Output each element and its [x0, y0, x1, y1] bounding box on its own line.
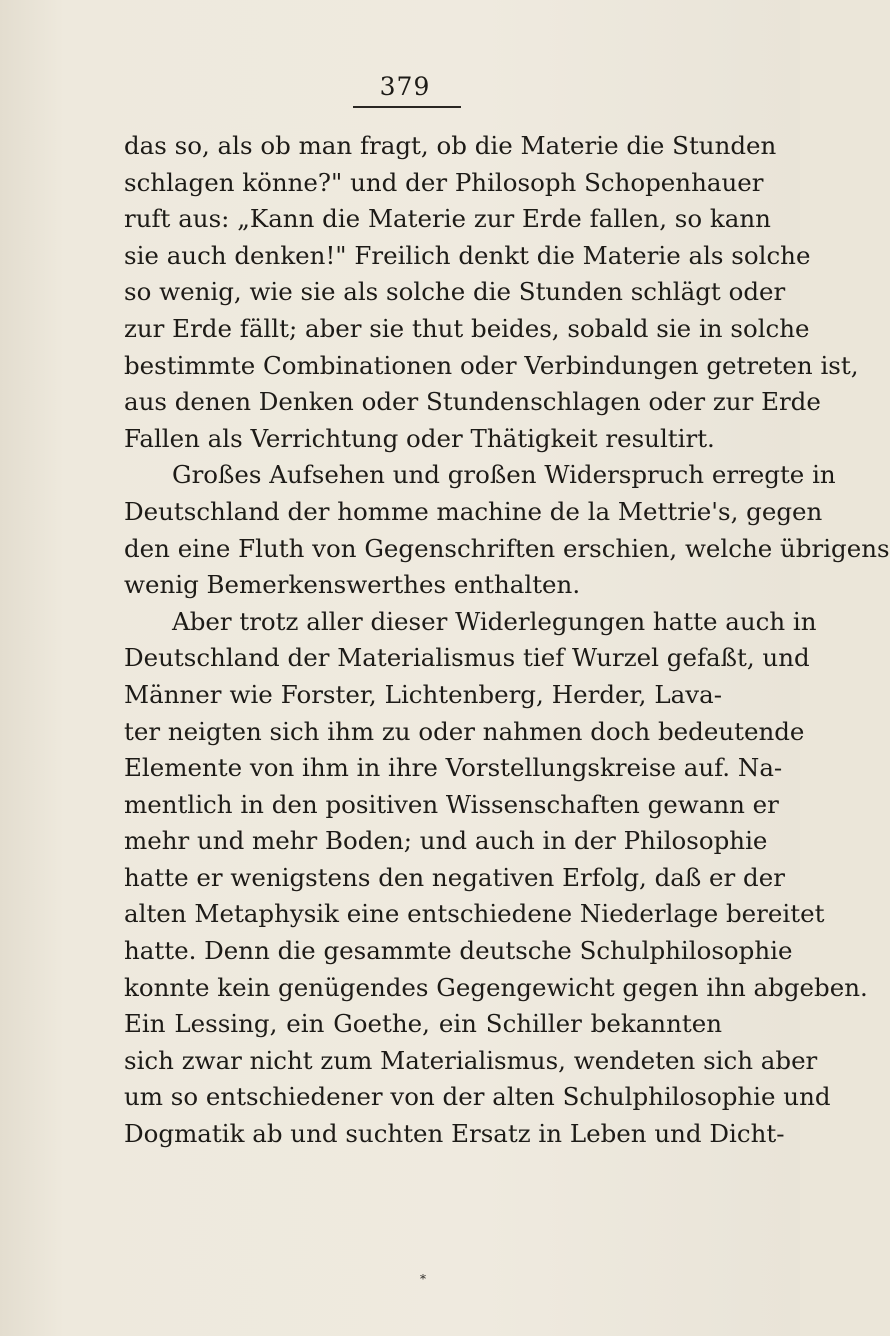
text-line: alten Metaphysik eine entschiedene Niederlage bereitet — [124, 899, 825, 929]
text-line: Aber trotz aller dieser Widerlegungen hatte auch in — [172, 606, 817, 636]
page-number: 379 — [379, 72, 431, 101]
text-line: mentlich in den positiven Wissenschaften gewann er — [124, 789, 779, 819]
text-line: Fallen als Verrichtung oder Thätigkeit resultirt. — [124, 423, 715, 453]
text-line: so wenig, wie sie als solche die Stunden schlägt oder — [124, 277, 786, 307]
text-line: das so, als ob man fragt, ob die Materie die Stunden — [124, 131, 777, 160]
text-line: wenig Bemerkenswerthes enthalten. — [124, 570, 581, 600]
text-line: Dogmatik ab und suchten Ersatz in Leben und Dicht- — [124, 1119, 785, 1149]
signature-mark: * — [420, 1272, 426, 1286]
text-line: bestimmte Combinationen oder Verbindungen getreten ist, — [124, 350, 859, 380]
text-line: sich zwar nicht zum Materialismus, wendeten sich aber — [124, 1045, 818, 1075]
text-line: Ein Lessing, ein Goethe, ein Schiller bekannten — [124, 1009, 722, 1039]
text-line: Elemente von ihm in ihre Vorstellungskreise auf. Na- — [124, 753, 783, 783]
text-line: zur Erde fällt; aber sie thut beides, sobald sie in solche — [124, 313, 810, 343]
text-line: hatte er wenigstens den negativen Erfolg, daß er der — [124, 862, 785, 892]
text-line: sie auch denken!" Freilich denkt die Materie als solche — [124, 240, 811, 270]
text-line: Deutschland der Materialismus tief Wurzel gefaßt, und — [124, 643, 810, 673]
text-line: Deutschland der homme machine de la Mettrie's, gegen — [124, 496, 823, 526]
text-line: den eine Fluth von Gegenschriften erschien, welche übrigens — [124, 533, 890, 563]
text-line: ruft aus: „Kann die Materie zur Erde fallen, so kann — [124, 204, 771, 234]
body-text — [124, 128, 890, 1153]
text-line: Großes Aufsehen und großen Widerspruch erregte in — [172, 460, 836, 490]
text-line: mehr und mehr Boden; und auch in der Philosophie — [124, 826, 768, 856]
page-number-rule — [353, 106, 461, 108]
text-line: konnte kein genügendes Gegengewicht gegen ihn abgeben. — [124, 972, 868, 1002]
text-line: Männer wie Forster, Lichtenberg, Herder, Lava- — [124, 679, 722, 709]
text-line: um so entschiedener von der alten Schulphilosophie und — [124, 1082, 831, 1112]
text-line: schlagen könne?" und der Philosoph Schopenhauer — [124, 167, 764, 197]
text-line: ter neigten sich ihm zu oder nahmen doch bedeutende — [124, 716, 805, 746]
text-line: hatte. Denn die gesammte deutsche Schulphilosophie — [124, 936, 793, 966]
text-line: aus denen Denken oder Stundenschlagen oder zur Erde — [124, 387, 821, 417]
